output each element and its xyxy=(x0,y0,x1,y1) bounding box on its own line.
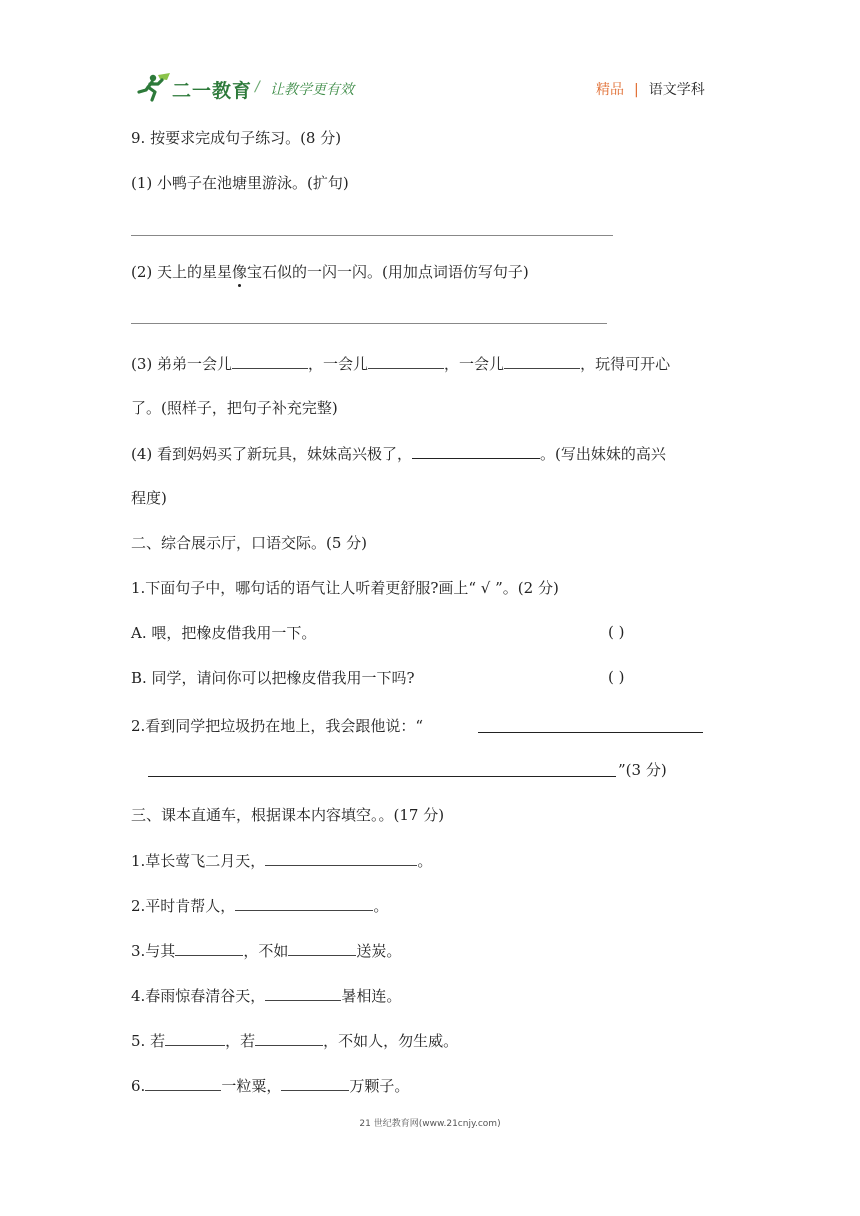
part3-line-4-part1: 4.春雨惊春清谷天， xyxy=(131,987,266,1005)
part3-line-1 xyxy=(131,850,432,871)
header-separator: | xyxy=(634,82,639,98)
blank-p3-6a[interactable] xyxy=(145,1075,221,1091)
subject-label: 语文学科 xyxy=(648,82,705,98)
part2-title: 二、综合展示厅，口语交际。(5 分) xyxy=(131,534,368,552)
answer-line-q2a[interactable] xyxy=(478,732,703,733)
option-a: A. 喂，把橡皮借我用一下。 xyxy=(131,624,317,642)
quality-label: 精品 xyxy=(596,82,624,98)
part3-line-2-end: 。 xyxy=(373,897,389,915)
part3-line-6-part1: 6. xyxy=(131,1077,146,1095)
part3-line-4-part2: 暑相连。 xyxy=(341,987,402,1005)
part2-q2-score: ”(3 分) xyxy=(618,761,667,779)
part2-q1: 1.下面句子中，哪句话的语气让人听着更舒服?画上“ √ ”。(2 分) xyxy=(131,579,559,597)
header-slash: / xyxy=(255,79,260,95)
blank-p3-6b[interactable] xyxy=(281,1075,349,1091)
blank-p3-3b[interactable] xyxy=(288,940,356,956)
part3-line-5-part2: ，若 xyxy=(225,1032,256,1050)
blank-p3-2[interactable] xyxy=(235,895,373,911)
part3-line-3 xyxy=(131,940,401,961)
blank-p3-5a[interactable] xyxy=(165,1030,225,1046)
answer-paren-b[interactable]: ( ) xyxy=(608,668,625,686)
part3-line-5 xyxy=(131,1030,458,1051)
q9-item-2 xyxy=(131,262,529,282)
part3-line-2 xyxy=(131,895,388,916)
runner-logo-icon xyxy=(136,72,172,102)
page-footer: 21 世纪教育网(www.21cnjy.com) xyxy=(359,1119,501,1129)
answer-paren-a[interactable]: ( ) xyxy=(608,623,625,641)
q9-item-4-part2: 。(写出妹妹的高兴 xyxy=(540,445,666,463)
blank-p3-1[interactable] xyxy=(265,850,417,866)
answer-line-1[interactable] xyxy=(131,235,613,236)
q9-title: 9. 按要求完成句子练习。(8 分) xyxy=(131,129,342,147)
brand-slogan: 让教学更有效 xyxy=(270,82,354,98)
q9-item-1: (1) 小鸭子在池塘里游泳。(扩句) xyxy=(131,174,349,192)
blank-3c[interactable] xyxy=(504,353,580,369)
answer-line-2[interactable] xyxy=(131,323,607,324)
part3-line-6 xyxy=(131,1075,409,1096)
q9-item-4-cont: 程度) xyxy=(131,489,167,507)
blank-p3-4[interactable] xyxy=(265,985,341,1001)
q9-item-3-part1: (3) 弟弟一会儿 xyxy=(131,355,233,373)
part3-line-3-part3: 送炭。 xyxy=(356,942,402,960)
part3-line-1-end: 。 xyxy=(417,852,433,870)
part3-line-3-part1: 3.与其 xyxy=(131,942,176,960)
q9-item-4 xyxy=(131,443,666,464)
q9-item-3-part3: ，一会儿 xyxy=(444,355,505,373)
blank-4[interactable] xyxy=(412,443,540,459)
part2-q2 xyxy=(131,716,423,736)
part3-line-6-part2: 一粒粟， xyxy=(221,1077,282,1095)
brand-name: 二一教育 xyxy=(172,80,253,102)
part3-line-1-text: 1.草长莺飞二月天， xyxy=(131,852,266,870)
q9-item-3-part2: ，一会儿 xyxy=(308,355,369,373)
blank-3a[interactable] xyxy=(232,353,308,369)
q9-item-2-end: 宝石似的一闪一闪。(用加点词语仿写句子) xyxy=(247,263,529,281)
part3-line-2-text: 2.平时肯帮人， xyxy=(131,897,236,915)
q9-item-3-cont: 了。(照样子，把句子补充完整) xyxy=(131,399,338,417)
q9-item-2-start: (2) 天上的星星 xyxy=(131,263,233,281)
q9-item-3-part4: ，玩得可开心 xyxy=(580,355,671,373)
part3-line-4 xyxy=(131,985,401,1006)
part3-line-3-part2: ，不如 xyxy=(243,942,289,960)
part3-line-6-part3: 万颗子。 xyxy=(349,1077,410,1095)
q9-item-3 xyxy=(131,353,670,374)
option-b: B. 同学，请问你可以把橡皮借我用一下吗? xyxy=(131,669,415,687)
part3-title: 三、课本直通车，根据课本内容填空。。(17 分) xyxy=(131,806,445,824)
part3-line-5-part1: 5. 若 xyxy=(131,1032,166,1050)
blank-p3-5b[interactable] xyxy=(255,1030,323,1046)
answer-line-q2b[interactable] xyxy=(148,776,616,777)
blank-p3-3a[interactable] xyxy=(175,940,243,956)
part3-line-5-part3: ，不如人，勿生威。 xyxy=(323,1032,459,1050)
q9-item-4-part1: (4) 看到妈妈买了新玩具，妹妹高兴极了， xyxy=(131,445,413,463)
page-header xyxy=(0,0,860,110)
header-right xyxy=(596,79,705,99)
blank-3b[interactable] xyxy=(368,353,444,369)
dotted-word: 像 xyxy=(232,263,248,281)
part2-q2-text: 2.看到同学把垃圾扔在地上，我会跟他说：“ xyxy=(131,717,423,735)
